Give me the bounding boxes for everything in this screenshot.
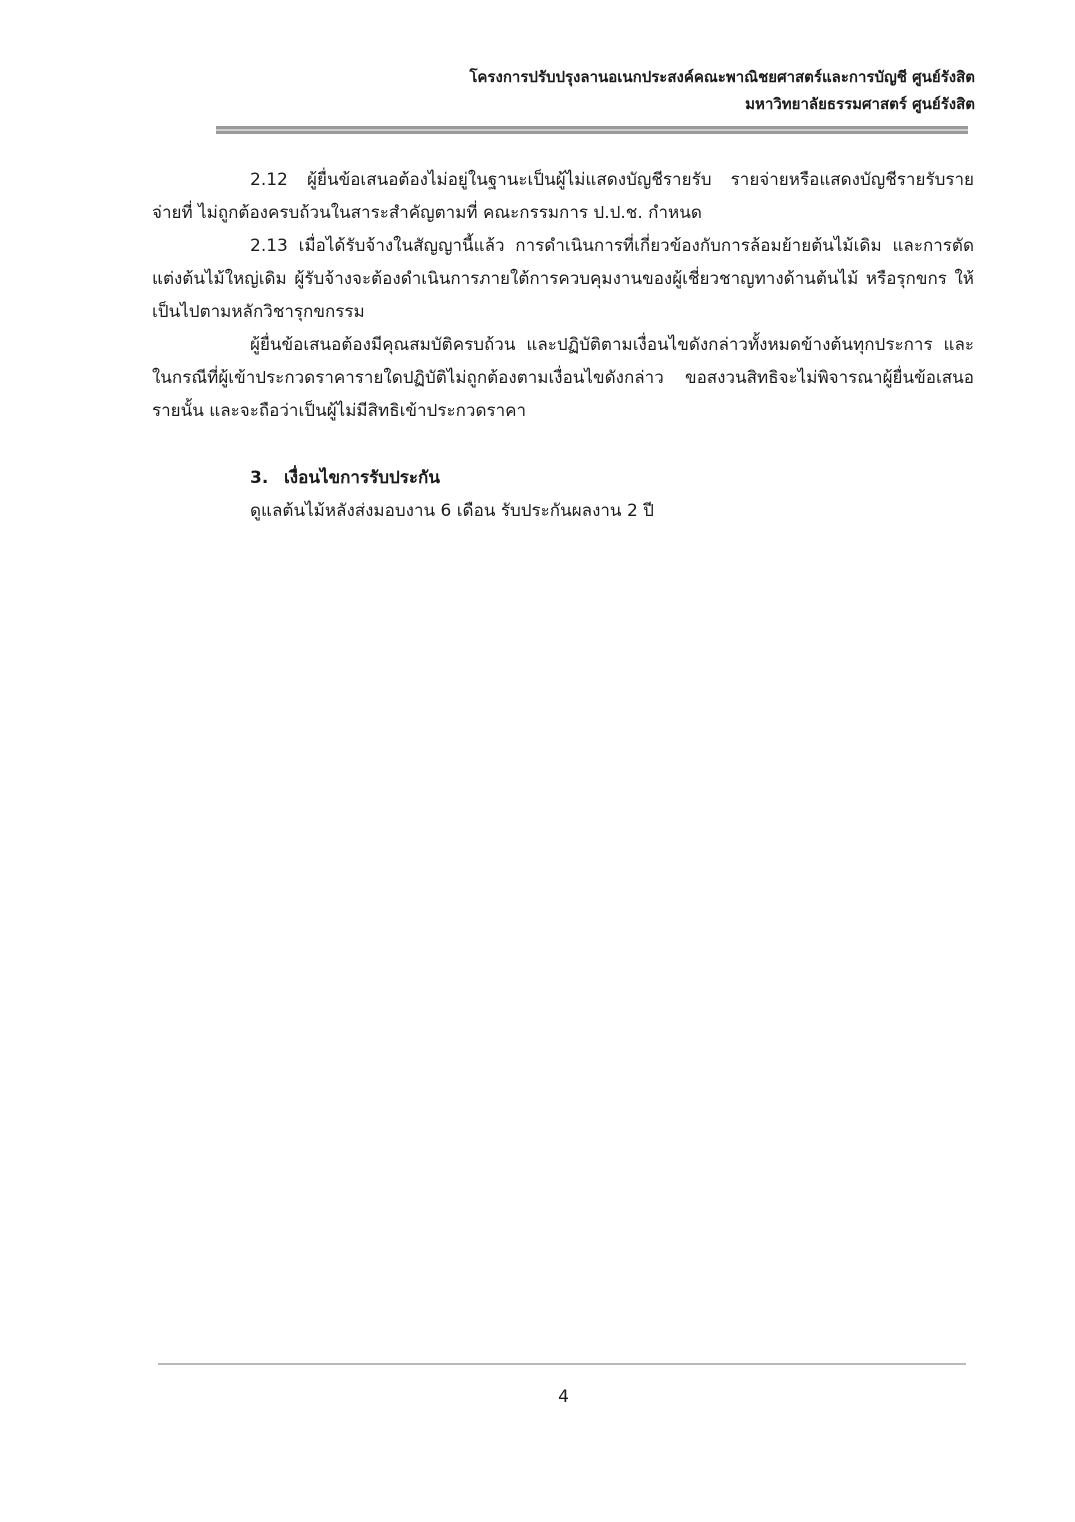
- footer-divider: [158, 1363, 966, 1365]
- section-3-heading: [250, 462, 974, 495]
- section-3-number: 3.: [250, 468, 269, 488]
- qualification-paragraph: ผู้ยื่นข้อเสนอต้องมีคุณสมบัติครบถ้วน และปฏิบัติตามเงื่อนไขดังกล่าวทั้งหมดข้างต้นทุกประการ และในกรณีที่ผู้เข้าประกวดราคารายใดปฏิบัติไม่ถูกต้องตามเงื่อนไขดังกล่าว ขอสงวนสิทธิจะไม่พิจารณาผู้ยื่นข้อเสนอรายนั้น และจะถือว่าเป็นผู้ไม่มีสิทธิเข้าประกวดราคา: [152, 335, 974, 421]
- header-university: มหาวิทยาลัยธรรมศาสตร์ ศูนย์รังสิต: [745, 95, 975, 113]
- header-divider: [216, 126, 968, 134]
- page-header: [115, 64, 975, 118]
- page-number: 4: [558, 1387, 569, 1407]
- clause-2-12: 2.12 ผู้ยื่นข้อเสนอต้องไม่อยู่ในฐานะเป็นผู้ไม่แสดงบัญชีรายรับ รายจ่ายหรือแสดงบัญชีรายรับรายจ่ายที่ ไม่ถูกต้องครบถ้วนในสาระสำคัญตามที่ คณะกรรมการ ป.ป.ช. กำหนด: [152, 170, 974, 223]
- section-3-title: เงื่อนไขการรับประกัน: [284, 468, 440, 488]
- section-3-text: ดูแลต้นไม้หลังส่งมอบงาน 6 เดือน รับประกันผลงาน 2 ปี: [250, 501, 654, 521]
- document-body: [152, 164, 974, 528]
- header-project-title: โครงการปรับปรุงลานอเนกประสงค์คณะพาณิชยศาสตร์และการบัญชี ศูนย์รังสิต: [469, 68, 975, 86]
- clause-2-13: 2.13 เมื่อได้รับจ้างในสัญญานี้แล้ว การดำเนินการที่เกี่ยวข้องกับการล้อมย้ายต้นไม้เดิม และการตัดแต่งต้นไม้ใหญ่เดิม ผู้รับจ้างจะต้องดำเนินการภายใต้การควบคุมงานของผู้เชี่ยวชาญทางด้านต้นไม้ หรือรุกขกร ให้เป็นไปตามหลักวิชารุกขกรรม: [152, 236, 974, 322]
